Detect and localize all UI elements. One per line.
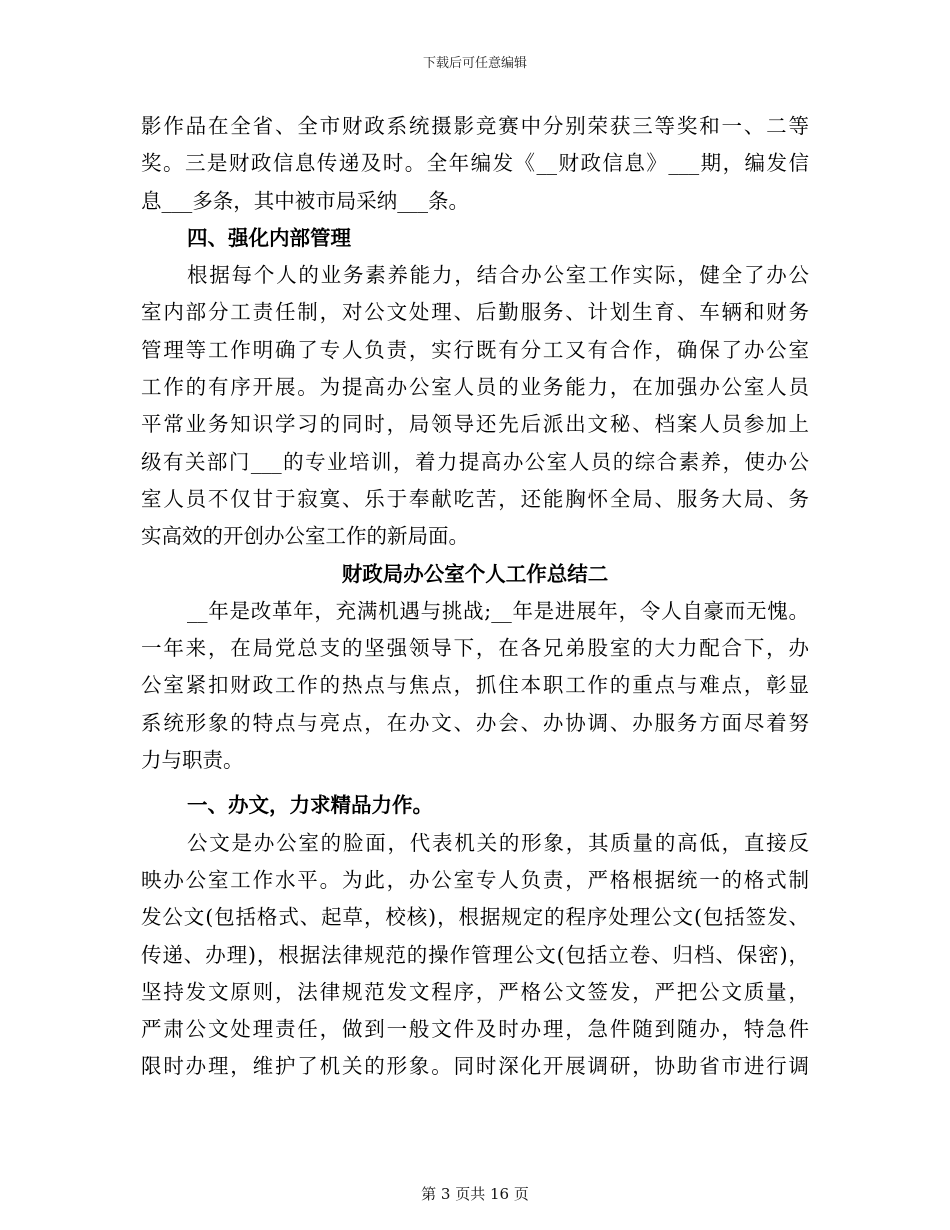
paragraph-line: 根据每个人的业务素养能力，结合办公室工作实际，健全了办公: [187, 263, 809, 288]
document-title: 财政局办公室个人工作总结二: [341, 561, 609, 586]
paragraph-line: 公室紧扣财政工作的热点与焦点，抓住本职工作的重点与难点，彰显: [141, 673, 809, 698]
paragraph-line: 坚持发文原则，法律规范发文程序，严格公文签发，严把公文质量，: [141, 979, 809, 1004]
page-footer: 第 3 页共 16 页: [421, 1185, 529, 1203]
paragraph-line: 管理等工作明确了专人负责，实行既有分工又有合作，确保了办公室: [141, 337, 809, 362]
paragraph-line: 室内部分工责任制，对公文处理、后勤服务、计划生育、车辆和财务: [141, 300, 809, 325]
paragraph-line: 工作的有序开展。为提高办公室人员的业务能力，在加强办公室人员: [141, 375, 809, 400]
paragraph-line: 实高效的开创办公室工作的新局面。: [141, 524, 469, 549]
paragraph-line: __年是改革年，充满机遇与挑战;__年是进展年，令人自豪而无愧。: [187, 598, 809, 623]
paragraph-line: 平常业务知识学习的同时，局领导还先后派出文秘、档案人员参加上: [141, 412, 809, 437]
paragraph-line: 级有关部门___的专业培训，着力提高办公室人员的综合素养，使办公: [141, 449, 809, 474]
paragraph-line: 奖。三是财政信息传递及时。全年编发《__财政信息》___期，编发信: [141, 151, 809, 176]
paragraph-line: 传递、办理)，根据法律规范的操作管理公文(包括立卷、归档、保密)，: [141, 942, 809, 967]
section-heading: 四、强化内部管理: [187, 225, 351, 250]
paragraph-line: 息___多条，其中被市局采纳___条。: [141, 188, 469, 213]
paragraph-line: 系统形象的特点与亮点，在办文、办会、办协调、办服务方面尽着努: [141, 710, 809, 735]
document-body: [141, 108, 809, 1086]
paragraph-line: 一年来，在局党总支的坚强领导下，在各兄弟股室的大力配合下，办: [141, 636, 809, 661]
paragraph-line: 影作品在全省、全市财政系统摄影竞赛中分别荣获三等奖和一、二等: [141, 114, 809, 138]
paragraph-line: 力与职责。: [141, 748, 244, 773]
paragraph-line: 公文是办公室的脸面，代表机关的形象，其质量的高低，直接反: [187, 830, 809, 855]
paragraph-line: 发公文(包括格式、起草，校核)，根据规定的程序处理公文(包括签发、: [141, 905, 809, 930]
paragraph-line: 严肃公文处理责任，做到一般文件及时办理，急件随到随办，特急件: [141, 1017, 809, 1042]
page-header: 下载后可任意编辑: [422, 56, 527, 71]
paragraph-line: 映办公室工作水平。为此，办公室专人负责，严格根据统一的格式制: [141, 867, 809, 892]
paragraph-line: 限时办理，维护了机关的形象。同时深化开展调研，协助省市进行调: [141, 1054, 809, 1079]
section-heading: 一、办文，力求精品力作。: [187, 793, 433, 818]
paragraph-line: 室人员不仅甘于寂寞、乐于奉献吃苦，还能胸怀全局、服务大局、务: [141, 486, 809, 511]
